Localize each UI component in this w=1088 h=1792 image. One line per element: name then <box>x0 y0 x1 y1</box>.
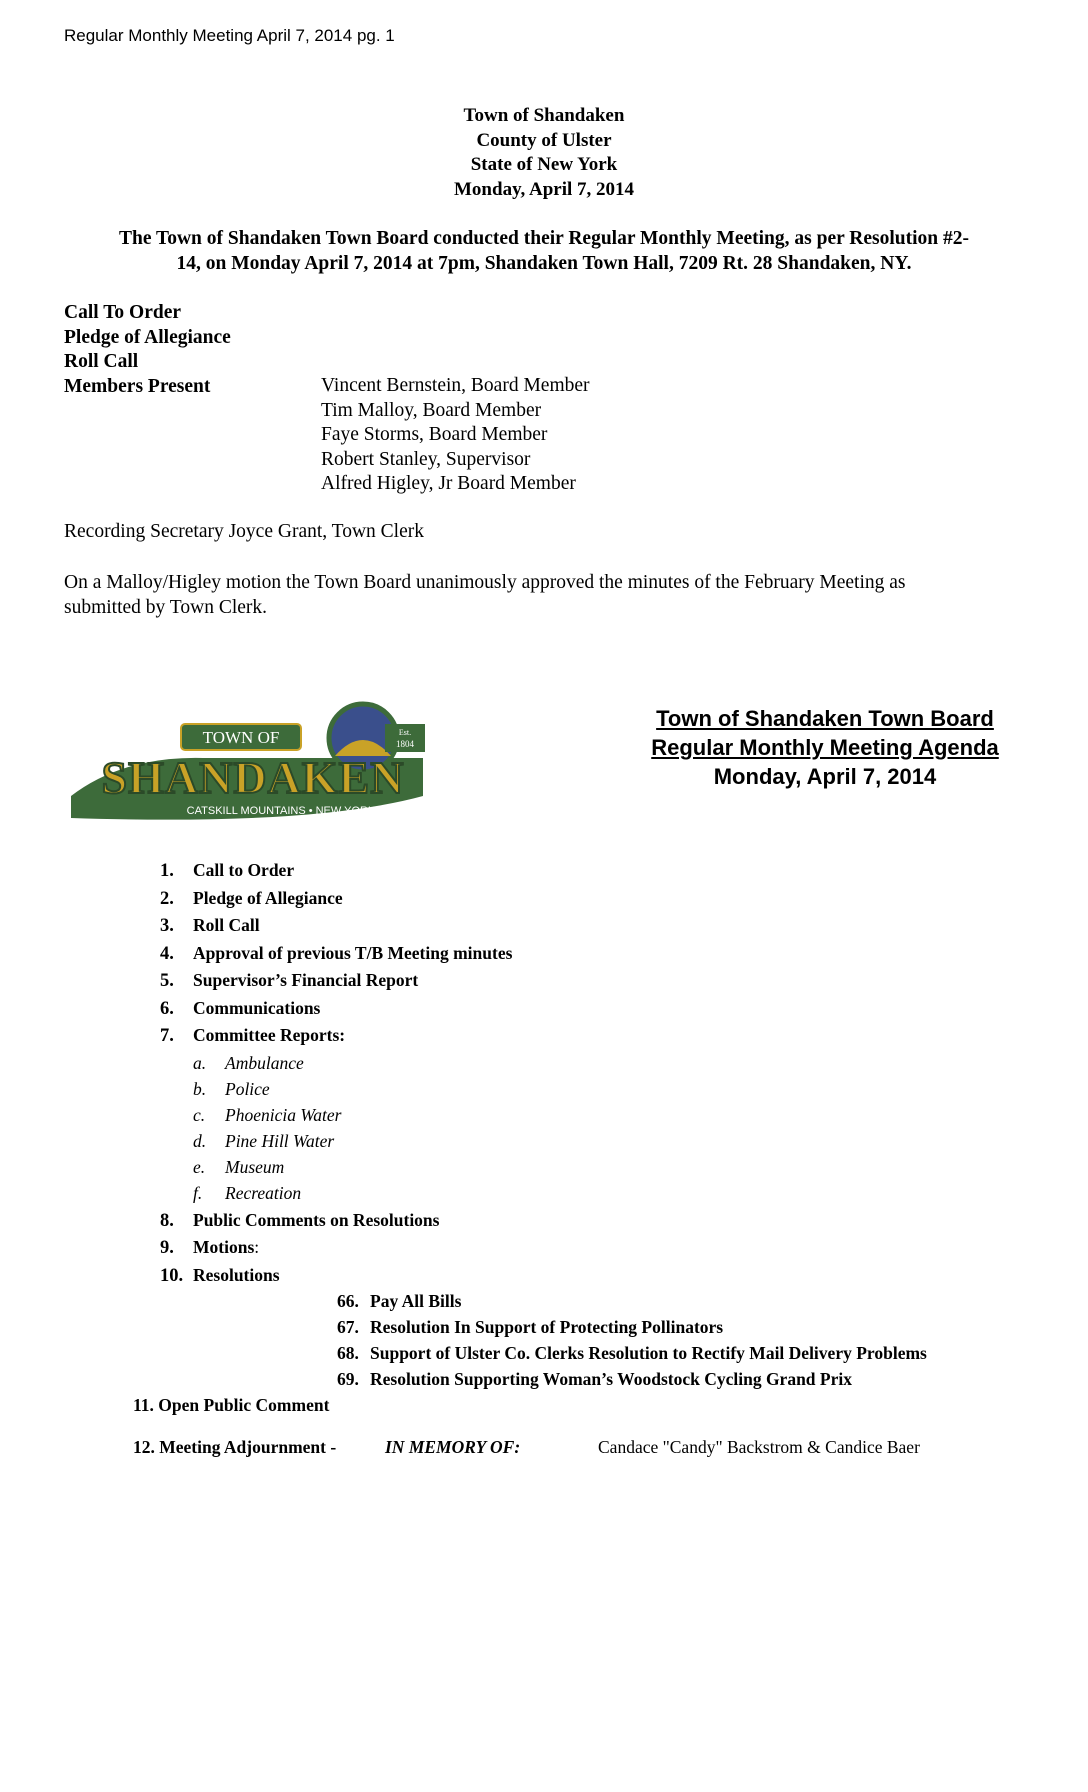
committee-label: Police <box>225 1079 270 1099</box>
agenda-item-label: Motions <box>193 1237 255 1257</box>
motion-paragraph <box>64 570 1024 620</box>
intro-line: The Town of Shandaken Town Board conducted their Regular Monthly Meeting, as per Resolution #2- <box>118 228 969 249</box>
committee-label: Recreation <box>225 1183 302 1203</box>
committee-item <box>193 1157 284 1178</box>
committee-item <box>193 1079 270 1100</box>
committee-label: Ambulance <box>225 1053 304 1073</box>
recording-secretary: Recording Secretary Joyce Grant, Town Clerk <box>64 521 424 542</box>
agenda-item-label: Roll Call <box>193 915 260 935</box>
resolution-item <box>337 1317 723 1338</box>
committee-label: Museum <box>225 1157 285 1177</box>
committee-item <box>193 1183 301 1204</box>
member-item: Faye Storms, Board Member <box>321 424 548 445</box>
agenda-item-label: Call to Order <box>193 860 295 880</box>
agenda-item-number: 4. <box>160 944 174 964</box>
agenda-item-number: 10. <box>160 1266 184 1286</box>
page-header: Regular Monthly Meeting April 7, 2014 pg. 1 <box>64 26 395 45</box>
intro-paragraph <box>64 226 1024 276</box>
committee-letter: b. <box>193 1079 207 1099</box>
resolution-label: Support of Ulster Co. Clerks Resolution to Rectify Mail Delivery Problems <box>370 1343 927 1363</box>
heading-town: Town of Shandaken <box>463 105 625 126</box>
resolution-label: Pay All Bills <box>370 1291 462 1311</box>
agenda-item-label: Supervisor’s Financial Report <box>193 970 419 990</box>
agenda-item <box>160 1237 259 1259</box>
resolution-number: 67. <box>337 1317 359 1337</box>
logo-town-of-text: TOWN OF <box>202 728 280 747</box>
in-memory-label: IN MEMORY OF: <box>385 1437 521 1457</box>
agenda-item-label: Resolutions <box>193 1265 280 1285</box>
members-list <box>321 374 590 497</box>
logo-name-text: SHANDAKEN <box>101 752 405 803</box>
motion-line: submitted by Town Clerk. <box>64 597 268 618</box>
proceeding-item: Members Present <box>64 375 211 397</box>
agenda-title <box>620 704 1030 791</box>
agenda-item-number: 6. <box>160 999 174 1019</box>
committee-letter: a. <box>193 1053 207 1073</box>
member-item: Tim Malloy, Board Member <box>321 399 542 421</box>
heading-county: County of Ulster <box>476 129 612 151</box>
heading-date: Monday, April 7, 2014 <box>454 178 634 200</box>
agenda-item-label: Public Comments on Resolutions <box>193 1210 440 1230</box>
committee-letter: c. <box>193 1105 206 1125</box>
proceeding-item: Call To Order <box>64 302 182 323</box>
agenda-item <box>160 998 320 1020</box>
committee-letter: e. <box>193 1157 206 1177</box>
proceeding-item: Pledge of Allegiance <box>64 326 231 348</box>
committee-item <box>193 1131 334 1152</box>
committee-item <box>193 1105 341 1126</box>
agenda-title-date: Monday, April 7, 2014 <box>713 764 937 789</box>
agenda-item-open-comment: 11. Open Public Comment <box>133 1395 330 1415</box>
agenda-item <box>160 888 343 910</box>
motion-line: On a Malloy/Higley motion the Town Board unanimously approved the minutes of the February Meeting as <box>64 572 906 593</box>
agenda-item <box>160 915 260 937</box>
proceedings-list <box>64 301 231 399</box>
agenda-item-label: Communications <box>193 998 321 1018</box>
in-memory-names: Candace "Candy" Backstrom & Candice Baer <box>598 1437 920 1457</box>
committee-letter: f. <box>193 1183 203 1203</box>
agenda-item <box>160 860 294 882</box>
agenda-item-adjournment: 12. Meeting Adjournment - <box>133 1437 337 1457</box>
agenda-item <box>160 970 418 992</box>
committee-label: Pine Hill Water <box>225 1131 335 1151</box>
member-item: Vincent Bernstein, Board Member <box>321 375 590 396</box>
agenda-item-number: 7. <box>160 1026 174 1046</box>
agenda-item <box>160 1025 345 1047</box>
document-heading <box>0 104 1088 202</box>
intro-line: 14, on Monday April 7, 2014 at 7pm, Shandaken Town Hall, 7209 Rt. 28 Shandaken, NY. <box>176 253 912 274</box>
committee-letter: d. <box>193 1131 207 1151</box>
agenda-item-suffix: : <box>254 1237 260 1257</box>
member-item: Robert Stanley, Supervisor <box>321 448 531 470</box>
agenda-title-line: Regular Monthly Meeting Agenda <box>651 735 999 760</box>
logo-tagline-text: CATSKILL MOUNTAINS • NEW YORK <box>186 805 376 817</box>
committee-label: Phoenicia Water <box>225 1105 342 1125</box>
heading-state: State of New York <box>470 154 618 175</box>
logo-year-text: 1804 <box>396 739 414 749</box>
agenda-item-number: 2. <box>160 889 174 909</box>
resolution-number: 66. <box>337 1291 359 1311</box>
agenda-item-number: 5. <box>160 971 174 991</box>
agenda-item-number: 8. <box>160 1211 174 1231</box>
agenda-item-label: Pledge of Allegiance <box>193 888 343 908</box>
agenda-item <box>160 1265 280 1287</box>
agenda-item-number: 9. <box>160 1238 174 1258</box>
resolution-number: 69. <box>337 1369 359 1389</box>
agenda-title-line: Town of Shandaken Town Board <box>656 706 994 731</box>
resolution-label: Resolution Supporting Woman’s Woodstock Cycling Grand Prix <box>370 1369 852 1389</box>
agenda-item-number: 3. <box>160 916 174 936</box>
agenda-item-label: Committee Reports: <box>193 1025 346 1045</box>
resolution-item <box>337 1343 927 1364</box>
resolution-item <box>337 1369 852 1390</box>
agenda-item-number: 1. <box>160 861 174 881</box>
committee-item <box>193 1053 304 1074</box>
shandaken-logo <box>63 696 443 828</box>
resolution-item <box>337 1291 461 1312</box>
agenda-item-label: Approval of previous T/B Meeting minutes <box>193 943 513 963</box>
resolution-number: 68. <box>337 1343 359 1363</box>
agenda-item <box>160 943 512 965</box>
member-item: Alfred Higley, Jr Board Member <box>321 473 576 494</box>
resolution-label: Resolution In Support of Protecting Pollinators <box>370 1317 724 1337</box>
logo-est-text: Est. <box>398 728 412 737</box>
proceeding-item: Roll Call <box>64 351 139 372</box>
agenda-item <box>160 1210 439 1232</box>
